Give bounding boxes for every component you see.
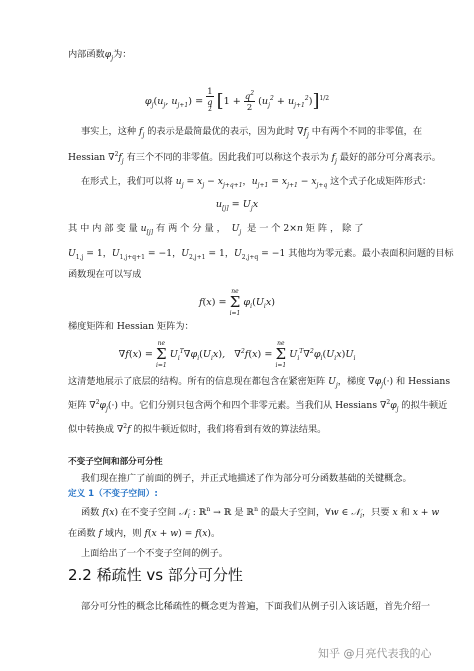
para-matrix-form: 在形式上，我们可以将 $u_j = x_j - x_{j+q+1}$，$u_{j+1} = x_{j+1} - x_{j+q}$ 这个式子化成矩阵形式： <box>81 176 432 189</box>
sum-lower: i=1 <box>229 310 241 317</box>
para-definition-body: 函数 f(x) 在不变子空间 𝒩$_i$ : ℝ$^n$ → ℝ 是 ℝ$^n$ 的最大子空间，∀w ∈ 𝒩$_i$，只要 x 和 x + w <box>81 505 440 520</box>
sum-upper: ne <box>231 288 239 295</box>
equation-gradient: ∇f(x) = ne Σ i=1 $U_i^T\nabla\varphi_i(U_ix)$, ∇$^2$f(x) = ne Σ i=1 $U_i^T\nabla^2\varphi_i(U_ix)U_i$ <box>118 340 356 369</box>
para-inner-function: 内部函数$\varphi_j$为： <box>68 49 132 62</box>
equation-f: f(x) = ne Σ i=1 $\varphi_i(U_ix)$ <box>198 288 276 317</box>
para-hessian: Hessian $\nabla^2f_j$ 有三个不同的非零值。因此我们可以称这个表示为 $f_j$ 最好的部分可分离表示。 <box>68 150 441 165</box>
equation-u: $u_{[j]} = U_jx$ <box>215 199 259 212</box>
para-quasi-newton: 似中转换成 ∇$^2$f 的拟牛顿近似时，我们将看到有效的算法结果。 <box>68 422 327 435</box>
para-nonzero: 矩阵 $\nabla^2\varphi_j(\cdot)$ 中。它们分别只包含两个和四个非零元素。当我们从 Hessians $\nabla^2\varphi_j$ 的拟牛顿近 <box>68 398 448 413</box>
zhihu-watermark: 知乎 @月亮代表我的心 <box>318 647 432 660</box>
section-heading-invariant: 不变子空间和部分可分性 <box>68 457 163 467</box>
definition-label: 定义 1（不变子空间）: <box>68 489 158 499</box>
para-objective: 函数现在可以写成 <box>68 269 142 280</box>
para-gradient-hessian: 梯度矩阵和 Hessian 矩阵为： <box>68 321 194 332</box>
para-u-entries: $U_{1,j} = 1$，$U_{1,j+q+1} = -1$，$U_{2,j+1} = 1$，$U_{2,j+q} = -1$ 其他均为零元素。最小表面积问题的目标 <box>68 248 454 261</box>
equation-phi: $\varphi_j(u_j$, $u_{j+1}$) = 1 q $^2$ [1 + $\frac{q^2}{2}$ $(u_j^2 + u_{j+1}^2)]^{1/2}$ <box>144 86 330 114</box>
section-heading-sparsity: 2.2 稀疏性 vs 部分可分性 <box>68 566 243 584</box>
para-domain: 在函数 f 域内，则 f(x + w) = f(x)。 <box>68 528 221 539</box>
para-fj-best: 事实上，这种 $f_j$ 的表示是最简最优的表示，因为此时 $\nabla f_j$ 中有两个不同的非零值，在 <box>81 126 423 139</box>
para-sparsity-intro: 部分可分性的概念比稀疏性的概念更为普遍，下面我们从例子引入该话题，首先介绍一 <box>81 601 431 612</box>
exponent: 1/2 <box>319 94 330 102</box>
para-example: 上面给出了一个不变子空间的例子。 <box>81 548 228 559</box>
para-generalize: 我们现在推广了前面的例子，并正式地描述了作为部分可分函数基础的关键概念。 <box>81 473 412 484</box>
para-structure: 这清楚地展示了底层的结构。所有的信息现在都包含在紧密矩阵 $U_j$，梯度 $\nabla\varphi_j(\cdot)$ 和 Hessians <box>68 376 451 389</box>
para-inner-var: 其 中 内 部 变 量 $u_{[j]}$ 有 两 个 分 量 ， $U_j$ 是 一 个 2×n 矩 阵 ， 除 了 <box>68 223 364 236</box>
